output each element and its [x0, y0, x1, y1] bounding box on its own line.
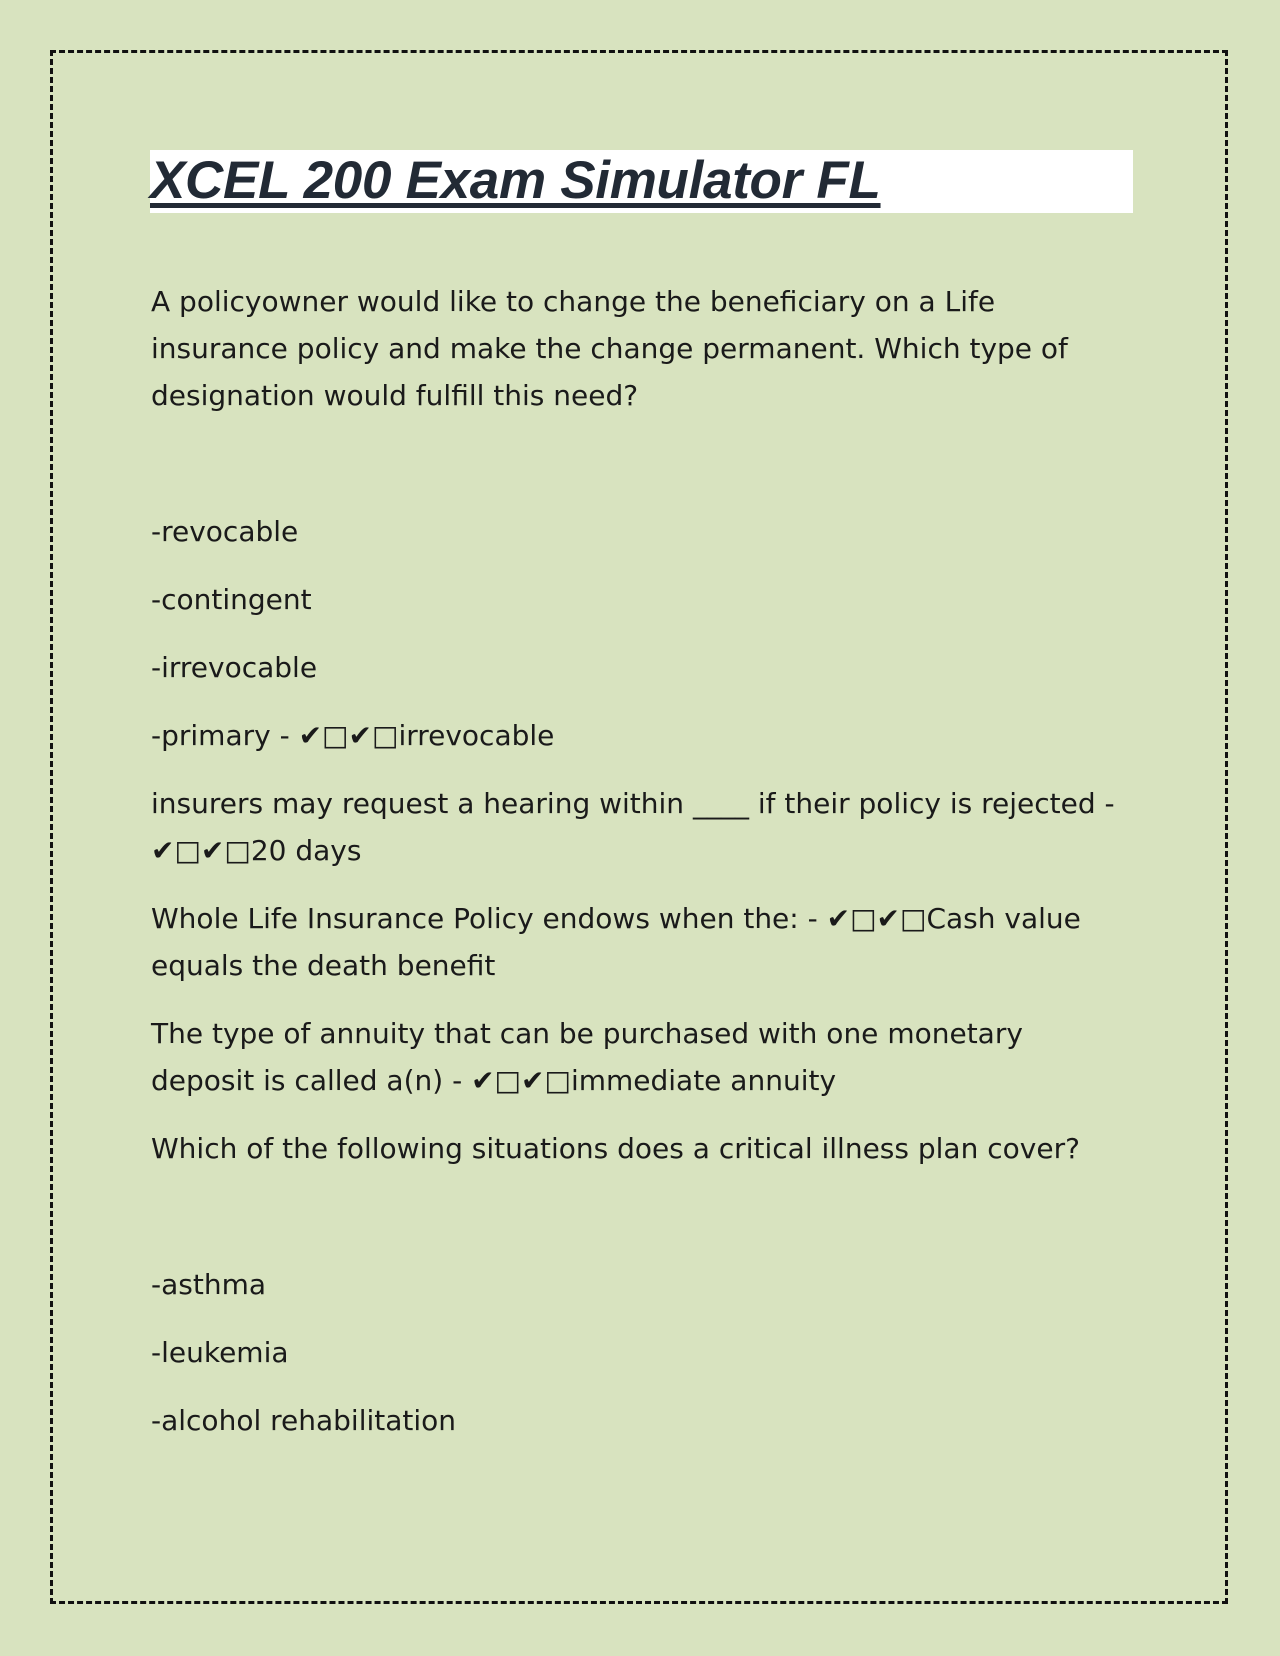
- question-5-option-1: -asthma: [151, 1268, 267, 1301]
- answer-mark: ✔□✔□: [471, 1064, 571, 1097]
- question-1-text: A policyowner would like to change the beneficiary on a Life insurance policy and make the change permanent. Which type of designation would fulfill this need?: [151, 285, 1068, 412]
- answer-mark: ✔□✔□: [826, 902, 927, 935]
- answer-mark: ✔□✔□: [151, 834, 251, 867]
- question-3: [151, 895, 1131, 989]
- question-5-text: Which of the following situations does a critical illness plan cover?: [151, 1132, 1080, 1165]
- question-5-option-2: -leukemia: [151, 1336, 289, 1369]
- question-3-answer: Cash value equals the death benefit: [151, 902, 1081, 982]
- question-1-option-4: [151, 712, 1131, 759]
- question-2-answer: 20 days: [250, 834, 362, 867]
- question-2: [151, 780, 1131, 874]
- question-5: [151, 1125, 1131, 1444]
- answer-mark: ✔□✔□: [298, 719, 399, 752]
- document-body: [151, 278, 1131, 1465]
- question-4: [151, 1010, 1131, 1104]
- question-1-option-4-label: -primary -: [151, 719, 299, 752]
- question-1-option-3: -irrevocable: [151, 651, 318, 684]
- question-1-answer: irrevocable: [398, 719, 555, 752]
- question-1: [151, 278, 1131, 759]
- question-3-text: Whole Life Insurance Policy endows when the: -: [151, 902, 827, 935]
- question-4-answer: immediate annuity: [570, 1064, 837, 1097]
- document-title: XCEL 200 Exam Simulator FL: [150, 151, 881, 210]
- question-2-text: insurers may request a hearing within ____ if their policy is rejected -: [151, 787, 1115, 820]
- question-5-option-3: -alcohol rehabilitation: [151, 1404, 457, 1437]
- question-4-text: The type of annuity that can be purchased with one monetary deposit is called a(n) -: [151, 1017, 1023, 1097]
- question-1-option-2: -contingent: [151, 583, 312, 616]
- question-1-option-1: -revocable: [151, 515, 299, 548]
